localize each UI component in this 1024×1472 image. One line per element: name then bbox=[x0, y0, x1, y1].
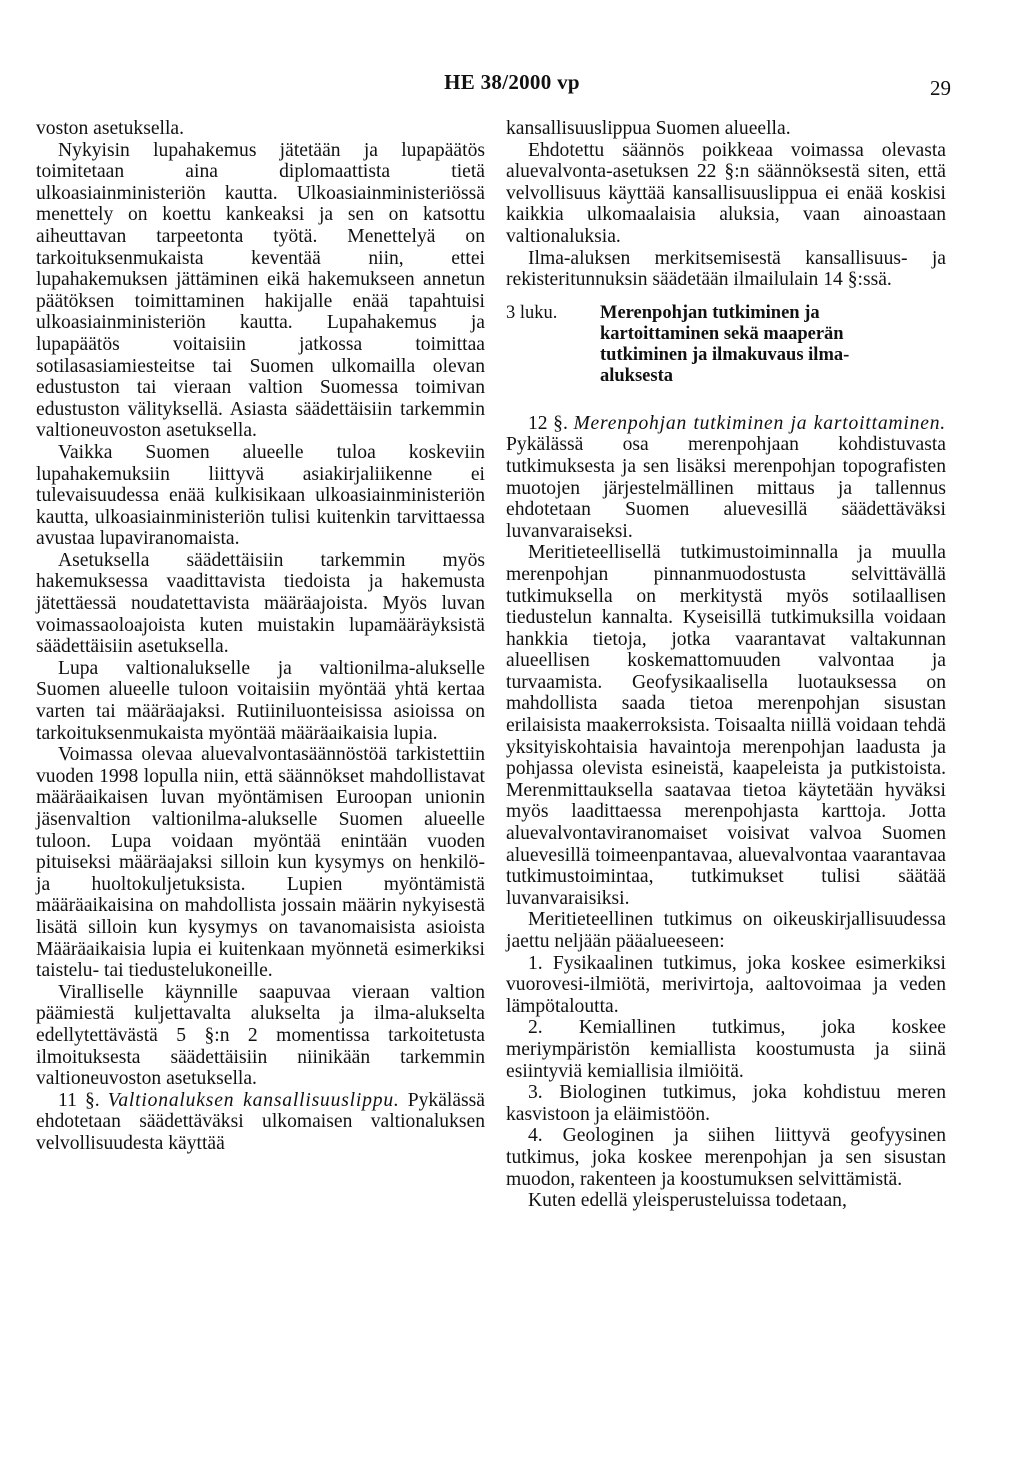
section-number: 11 §. bbox=[58, 1089, 100, 1111]
section-number: 12 §. bbox=[528, 412, 568, 434]
section-body: Pykälässä ehdotetaan säädettäväksi ulkomaisen valtionaluksen velvollisuudesta käyttää bbox=[36, 1089, 485, 1154]
chapter-number: 3 luku. bbox=[506, 302, 558, 323]
paragraph: Ilma-aluksen merkitsemisestä kansallisuus- ja rekisteritunnuksin säädetään ilmailulain 14 §:ssä. bbox=[506, 247, 946, 291]
page-number: 29 bbox=[930, 76, 951, 100]
paragraph: Meritieteellisellä tutkimustoiminnalla ja muulla merenpohjan pinnanmuodostusta selvittävällä tutkimuksella on merkitystä myös sotilaallisen tiedustelun kannalta. Kyseisillä tutkimuksilla voidaan hankkia tietoja, jotka vaarantavat valtakunnan alueellisen koskemattomuuden valvontaa ja turvaamista. Geofysikaalisella luotauksessa on mahdollista saada tietoa merenpohjan sisustan erilaisista maakerroksista. Toisaalta niillä voidaan tehdä yksityiskohtaisia havaintoja merenpohjan laadusta ja pohjassa olevista esineistä, kaapeleista ja putkistoista. Merenmittauksella saatavaa tietoa käytetään hyväksi myös laadittaessa merenpohjasta karttoja. Jotta aluevalvontaviranomaiset voisivat valvoa Suomen aluevesillä toimeenpantavaa, aluevalvontaa vaarantavaa tutkimustoimintaa, tutkimukset tulisi säätää luvanvaraisiksi. bbox=[506, 542, 946, 909]
paragraph: Kuten edellä yleisperusteluissa todetaan, bbox=[528, 1190, 847, 1212]
section-title: Valtionaluksen kansallisuuslippu. bbox=[107, 1089, 400, 1111]
chapter-title: Merenpohjan tutkiminen ja kartoittaminen sekä maaperän tutkiminen ja ilmakuvaus ilma-aluksesta bbox=[600, 302, 850, 386]
section-12-paragraph bbox=[506, 413, 946, 543]
page-header bbox=[0, 66, 1024, 106]
paragraph: kansallisuuslippua Suomen alueella. bbox=[506, 118, 791, 139]
paragraph: Lupa valtionalukselle ja valtionilma-alukselle Suomen alueelle tuloon voitaisiin myöntää yhtä kertaa varten tai määräajaksi. Rutiiniluonteisissa asioissa on tarkoituksenmukaista myöntää määräaikaisia lupia. bbox=[36, 657, 485, 744]
list-item: 4. Geologinen ja siihen liittyvä geofyysinen tutkimus, joka koskee merenpohjan ja sen sisustan muodon, rakenteen ja koostumuksen selvittämistä. bbox=[506, 1125, 946, 1190]
paragraph: Meritieteellinen tutkimus on oikeuskirjallisuudessa jaettu neljään pääalueeseen: bbox=[506, 909, 946, 952]
paragraph: Viralliselle käynnille saapuvaa vieraan valtion päämiestä kuljettavalta alukselta ja ilma-alukselta edellytettävästä 5 §:n 2 momentissa tarkoitetusta ilmoituksesta säädettäisiin niinikään tarkemmin valtioneuvoston asetuksella. bbox=[36, 981, 485, 1090]
section-11-paragraph bbox=[36, 1090, 485, 1155]
list-item: 3. Biologinen tutkimus, joka kohdistuu meren kasvistoon ja eläimistöön. bbox=[506, 1082, 946, 1125]
left-column bbox=[36, 118, 485, 1155]
document-id: HE 38/2000 vp bbox=[444, 70, 580, 94]
right-column bbox=[506, 118, 946, 1212]
paragraph: Ehdotettu säännös poikkeaa voimassa olevasta aluevalvonta-asetuksen 22 §:n säännöksestä siten, että velvollisuus käyttää kansallisuuslippua ei enää koskisi kaikkia ulkomaalaisia aluksia, vaan ainoastaan valtionaluksia. bbox=[506, 139, 946, 247]
paragraph: Nykyisin lupahakemus jätetään ja lupapäätös toimitetaan aina diplomaattista tietä ulkoasiainministeriön kautta. Ulkoasiainministeriössä menettely on koettu kankeaksi ja sen on katsottu aiheuttavan tarpeetonta työtä. Menettelyä on tarkoituksenmukaista keventää niin, ettei lupahakemuksen jättäminen eikä hakemukseen annetun päätöksen toimittaminen hakijalle enää tapahtuisi ulkoasiainministeriön kautta. Lupahakemus ja lupapäätös voitaisiin jatkossa toimittaa sotilasasiamiesteitse tai Suomen ulkomailla olevan edustuston tai vieraan valtion Suomessa toimivan edustuston välityksellä. Asiasta säädettäisiin tarkemmin valtioneuvoston asetuksella. bbox=[36, 139, 485, 442]
paragraph: voston asetuksella. bbox=[36, 118, 185, 139]
list-item: 2. Kemiallinen tutkimus, joka koskee meriympäristön kemiallista koostumusta ja siinä esiintyviä kemiallisia ilmiöitä. bbox=[506, 1017, 946, 1082]
paragraph: Voimassa olevaa aluevalvontasäännöstöä tarkistettiin vuoden 1998 lopulla niin, että säännökset mahdollistavat määräaikaisen luvan myöntämisen Euroopan unionin jäsenvaltion valtionilma-alukselle Suomen alueelle tuloon. Lupa voidaan myöntää enintään vuoden pituiseksi määräajaksi silloin kun kysymys on henkilö- ja huoltokuljetuksista. Lupien myöntämistä määräaikaisina on mahdollista jossain määrin nykyisestä lisätä silloin kun kysymys on tavanomaisista asioista Määräaikaisia lupia ei kuitenkaan myönnetä esimerkiksi taistelu- tai tiedustelukoneille. bbox=[36, 744, 485, 982]
chapter-heading bbox=[506, 303, 946, 387]
paragraph: Asetuksella säädettäisiin tarkemmin myös hakemuksessa vaadittavista tiedoista ja hakemusta jätettäessä noudatettavista määräajoista. Myös luvan voimassaoloajoista kuten muistakin lupamääräyksistä säädettäisiin asetuksella. bbox=[36, 549, 485, 658]
list-item: 1. Fysikaalinen tutkimus, joka koskee esimerkiksi vuorovesi-ilmiötä, merivirtoja, aaltovoimaa ja veden lämpötaloutta. bbox=[506, 952, 946, 1017]
paragraph: Vaikka Suomen alueelle tuloa koskeviin lupahakemuksiin liittyvä asiakirjaliikenne ei tulevaisuudessa enää kulkisikaan ulkoasiainministeriön kautta, ulkoasiainministeriön tulisi kuitenkin tarvittaessa avustaa lupaviranomaista. bbox=[36, 441, 485, 550]
section-title: Merenpohjan tutkiminen ja kartoittaminen. bbox=[573, 412, 946, 434]
section-body: Pykälässä osa merenpohjaan kohdistuvasta tutkimuksesta ja sen lisäksi merenpohjan topografisten muotojen järjestelmällinen mittaus ja tallennus ehdotetaan Suomen aluevesillä säädettäväksi luvanvaraiseksi. bbox=[506, 434, 946, 542]
